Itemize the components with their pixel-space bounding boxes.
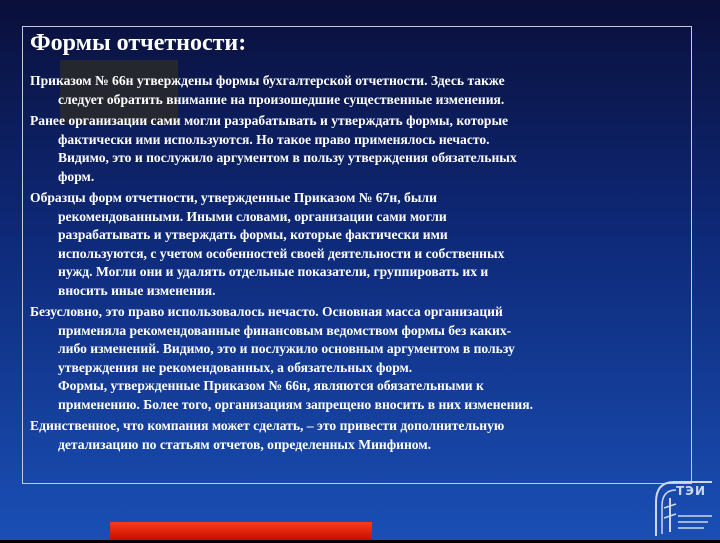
paragraph-3-line-3: разрабатывать и утверждать формы, которые фактически ими <box>58 227 448 242</box>
paragraph-1-line-2: следует обратить внимание на произошедшие существенные изменения. <box>58 91 505 107</box>
paragraph-2-line-2: фактически ими используются. Но такое право применялось нечасто. <box>58 131 490 147</box>
tei-logo-text: ТЭИ <box>676 484 707 498</box>
paragraph-3-line-5: нужд. Могли они и удалять отдельные показатели, группировать их и <box>58 264 489 279</box>
paragraph-2-line-1: Ранее организации сами могли разрабатывать и утверждать формы, которые <box>30 113 509 128</box>
paragraph-4-line-3: либо изменений. Видимо, это и послужило основным аргументом в пользу <box>58 341 515 356</box>
paragraph-2 <box>30 112 690 186</box>
paragraph-4-line-6: применению. Более того, организациям запрещено вносить в них изменения. <box>58 396 534 412</box>
paragraph-3-line-2: рекомендованными. Иными словами, организации сами могли <box>58 208 447 224</box>
paragraph-4-line-2: применяла рекомендованные финансовым ведомством формы без каких- <box>58 322 512 338</box>
slide-title: Формы отчетности: <box>30 30 247 56</box>
paragraph-5-line-1: Единственное, что компания может сделать, – это привести дополнительную <box>30 418 505 433</box>
paragraph-5 <box>30 417 690 454</box>
paragraph-1 <box>30 72 690 109</box>
paragraph-4-line-5: Формы, утвержденные Приказом № 66н, являются обязательными к <box>58 378 484 393</box>
slide-body <box>30 72 690 457</box>
decorative-red-bar <box>110 522 372 540</box>
paragraph-1-line-1: Приказом № 66н утверждены формы бухгалтерской отчетности. Здесь также <box>30 73 505 88</box>
paragraph-3-line-1: Образцы форм отчетности, утвержденные Приказом № 67н, были <box>30 190 437 205</box>
paragraph-3 <box>30 189 690 300</box>
paragraph-3-line-4: используются, с учетом особенностей своей деятельности и собственных <box>58 245 505 261</box>
paragraph-4-line-1: Безусловно, это право использовалось нечасто. Основная масса организаций <box>30 304 503 319</box>
tei-logo <box>652 476 716 538</box>
paragraph-4 <box>30 303 690 414</box>
paragraph-2-line-4: форм. <box>58 168 95 184</box>
paragraph-2-line-3: Видимо, это и послужило аргументом в пользу утверждения обязательных <box>58 150 517 165</box>
paragraph-5-line-2: детализацию по статьям отчетов, определенных Минфином. <box>58 436 432 452</box>
paragraph-4-line-4: утверждения не рекомендованных, а обязательных форм. <box>58 359 413 375</box>
paragraph-3-line-6: вносить иные изменения. <box>58 282 216 298</box>
